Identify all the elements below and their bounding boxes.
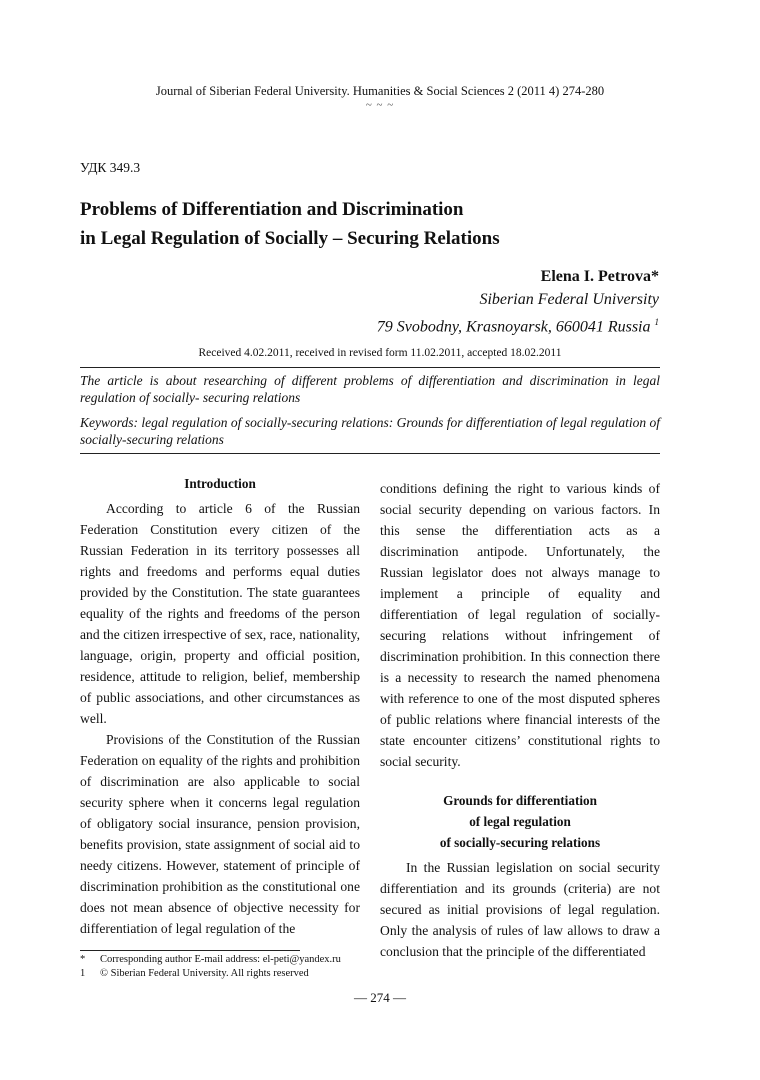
header-ornament: ~ ~ ~ [365,99,395,111]
body-paragraph: According to article 6 of the Russian Federation Constitution every citizen of the Russian Federation in its territory possesses all rights and freedoms and performs equal duties provided by the Constitution. The state guarantees equality of the rights and freedoms of the person and the citizen irrespective of sex, race, nationality, language, origin, property and official position, residence, attitude to religion, belief, membership of public associations, and other circumstances as well. [80,501,360,726]
right-column [380,478,660,962]
keywords: Keywords: legal regulation of socially-securing relations: Grounds for differentiation of legal regulation of socially-securing relations [80,415,660,447]
footnote-mark: * [80,954,86,965]
grounds-heading-line-1: Grounds for differentiation [443,793,597,808]
grounds-heading-line-3: of socially-securing relations [439,835,601,850]
footnotes [80,953,480,981]
author-name: Elena I. Petrova* [540,268,659,285]
footnote-text: © Siberian Federal University. All rights reserved [100,968,309,979]
abstract-top-rule [80,367,660,368]
page-number: — 274 — [354,990,406,1005]
address-footnote-mark: 1 [654,317,659,327]
journal-header: Journal of Siberian Federal University. Humanities & Social Sciences 2 (2011 4) 274-280 [155,84,605,98]
abstract-bottom-rule [80,453,660,454]
title-line-2: in Legal Regulation of Socially – Securing Relations [80,228,500,249]
udk-code: УДК 349.3 [80,160,141,175]
introduction-heading: Introduction [184,476,256,491]
author-affiliation: Siberian Federal University [479,291,659,308]
author-block [377,265,659,338]
left-column [80,473,360,939]
body-paragraph: conditions defining the right to various kinds of social security depending on various factors. In this sense the differentiation acts as a discrimination antipode. Unfortunately, the Russian legislator does not always manage to implement a principle of equality and differentiation of legal regulation of socially-securing relations without infringement of discrimination prohibition. In this connection there is a necessity to research the named phenomena with reference to one of the most disputed spheres of public relations where financial interests of the state encounter citizens’ constitutional rights to social security. [380,481,660,769]
footnote-rule [80,950,300,951]
footnote-item [80,953,480,967]
article-title [80,195,680,253]
received-dates: Received 4.02.2011, received in revised form 11.02.2011, accepted 18.02.2011 [198,347,562,359]
footnote-mark: 1 [80,968,86,979]
footnote-item [80,967,480,981]
address-text: 79 Svobodny, Krasnoyarsk, 660041 Russia [376,318,651,336]
body-paragraph: Provisions of the Constitution of the Russian Federation on equality of the rights and prohibition of discrimination are also applicable to social security sphere when it concerns legal regulation of obligatory social insurance, pension provision, benefits provision, state assignment of social aid to needy citizens. However, statement of principle of discrimination prohibition as the constitutional one does not mean absence of objective necessity for differentiation of legal regulation of the [80,732,360,936]
body-paragraph: In the Russian legislation on social security differentiation and its grounds (criteria) are not secured as initial provisions of legal regulation. Only the analysis of rules of law allows to draw a conclusion that the principle of the differentiated [380,860,660,959]
footnote-text: Corresponding author E-mail address: el-peti@yandex.ru [100,954,341,965]
grounds-heading-line-2: of legal regulation [469,814,571,829]
grounds-heading [380,790,660,853]
title-line-1: Problems of Differentiation and Discrimination [80,199,464,220]
abstract: The article is about researching of different problems of differentiation and discrimination in legal regulation of socially- securing relations [80,373,660,405]
author-address [377,311,659,338]
